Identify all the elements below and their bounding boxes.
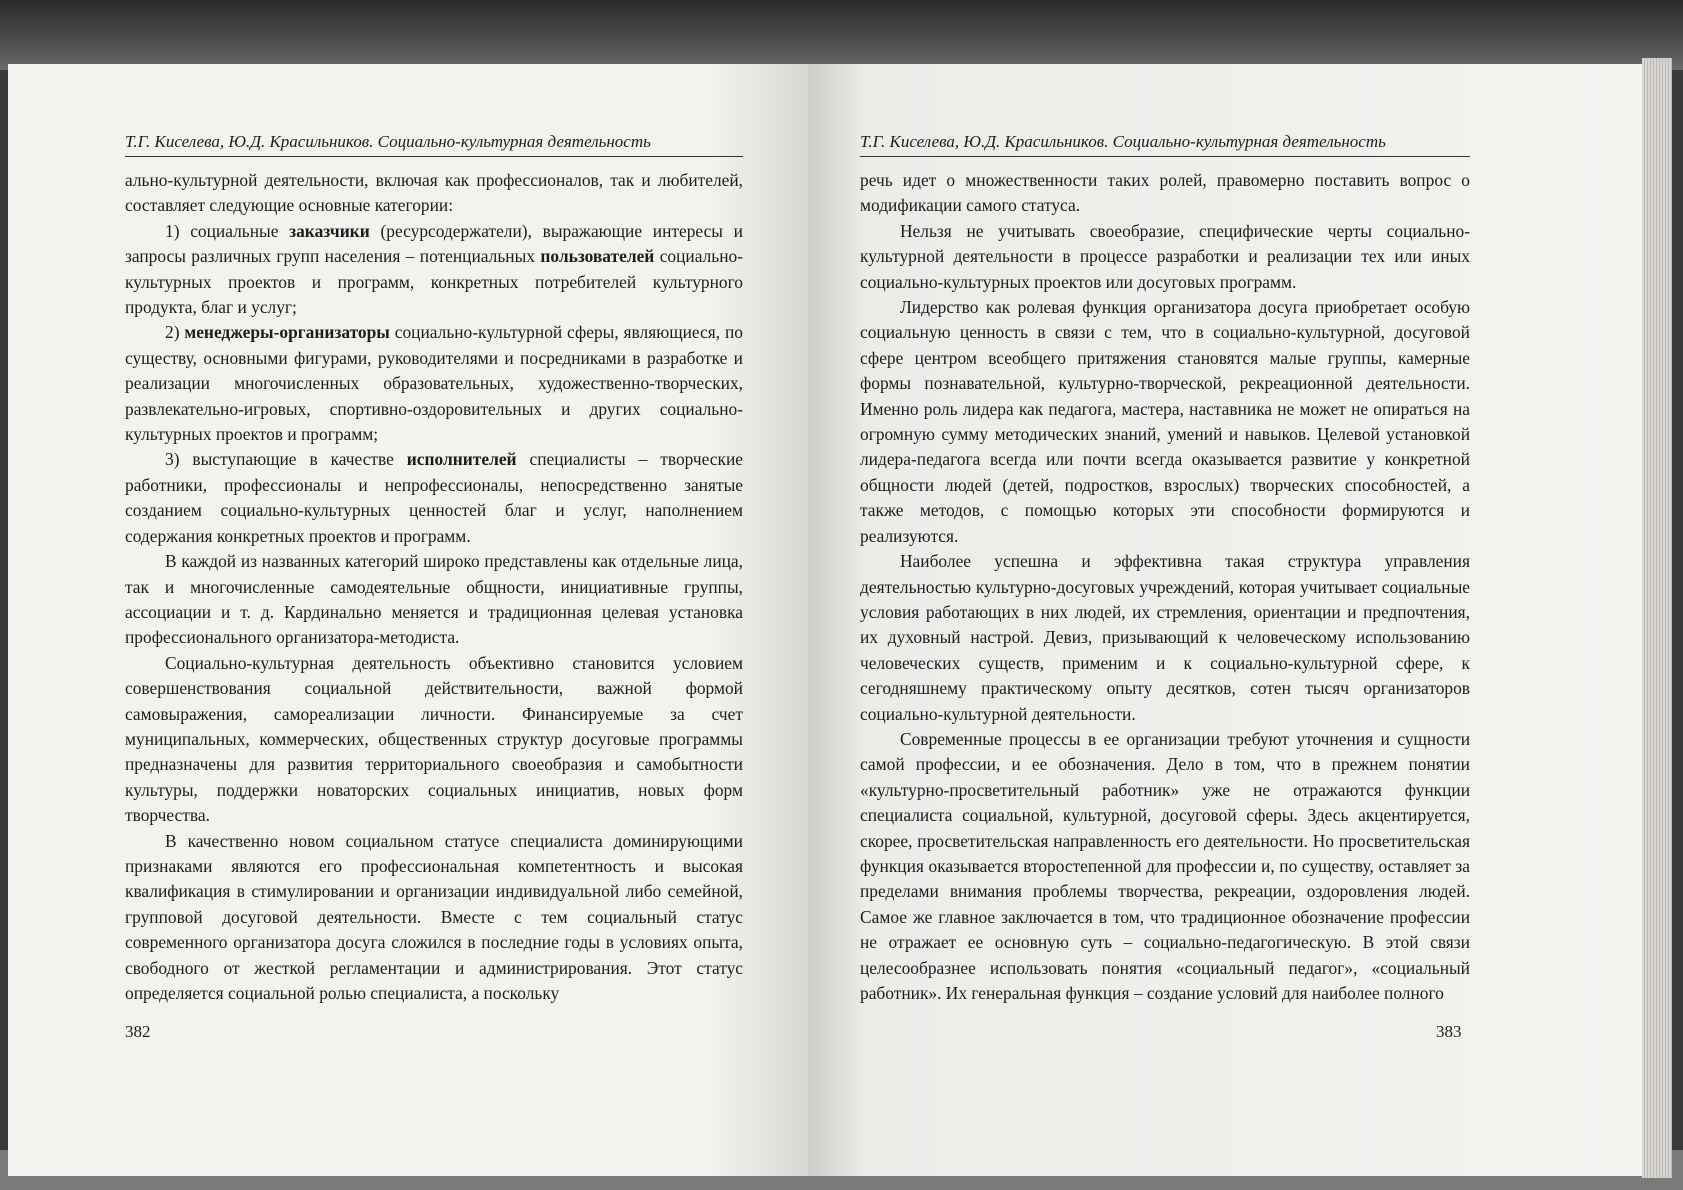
paragraph: В каждой из названных категорий широко представлены как отдельные лица, так и многочисленные самодеятельные общности, инициативные группы, ассоциации и т. д. Кардинально меняется и традиционная целевая установка профессионального организатора-методиста. <box>125 551 743 648</box>
right-page <box>808 64 1642 1176</box>
paragraph: 3) выступающие в качестве исполнителей специалисты – творческие работники, профессионалы и непрофессионалы, непосредственно занятые созданием социально-культурных ценностей благ и услуг, наполнением содержания конкретных проектов и программ. <box>125 449 743 546</box>
right-page-body <box>860 168 1470 1006</box>
paragraph: В качественно новом социальном статусе специалиста доминирующими признаками являются его профессиональная компетентность и высокая квалификация в стимулировании и организации индивидуальной либо семейной, групповой досуговой деятельности. Вместе с тем социальный статус современного организатора досуга сложился в последние годы в условиях опыта, свободного от жесткой регламентации и администрирования. Этот статус определяется социальной ролью специалиста, а поскольку <box>125 830 743 1003</box>
running-header-left: Т.Г. Киселева, Ю.Д. Красильников. Социально-культурная деятельность <box>125 132 743 157</box>
paragraph: Лидерство как ролевая функция организатора досуга приобретает особую социальную ценность в связи с тем, что в социально-культурной, досуговой сфере центром всеобщего притяжения становятся малые группы, камерные формы познавательной, культурно-творческой, рекреационной деятельности. Именно роль лидера как педагога, мастера, наставника не может не опираться на огромную сумму методических знаний, умений и навыков. Целевой установкой лидера-педагога всегда или почти всегда оказывается развитие у конкретной общности людей (детей, подростков, взрослых) творческих способностей, а также методов, с помощью которых эти способности формируются и реализуются. <box>860 297 1470 546</box>
left-page-body <box>125 168 743 1006</box>
paragraph: 1) социальные заказчики (ресурсодержатели), выражающие интересы и запросы различных групп населения – потенциальных пользователей социально-культурных проектов и программ, конкретных потребителей культурного продукта, благ и услуг; <box>125 220 743 318</box>
paragraph: Социально-культурная деятельность объективно становится условием совершенствования социальной действительности, важной формой самовыражения, самореализации личности. Финансируемые за счет муниципальных, коммерческих, общественных структур досуговые программы предназначены для развития территориального своеобразия и самобытности культуры, поддержки новаторских социальных инициатив, новых форм творчества. <box>125 652 743 826</box>
paragraph: речь идет о множественности таких ролей, правомерно поставить вопрос о модификации самого статуса. <box>860 170 1470 216</box>
book-page-edges <box>1642 58 1672 1178</box>
paragraph: Наиболее успешна и эффективна такая структура управления деятельностью культурно-досуговых учреждений, которая учитывает социальные условия работающих в них людей, их стремления, ориентации и предпочтения, их духовный настрой. Девиз, призывающий к человеческому использованию человеческих существ, применим и к социально-культурной сфере, к сегодняшнему практическому опыту десятков, сотен тысяч организаторов социально-культурной деятельности. <box>860 551 1470 724</box>
page-number-left: 382 <box>125 1022 151 1041</box>
paragraph: Современные процессы в ее организации требуют уточнения и сущности самой профессии, и ее обозначения. Дело в том, что в прежнем понятии «культурно-просветительный работник» уже не отражаются функции специалиста социальной, культурной, досуговой сферы. Здесь акцентируется, скорее, просветительская направленность его деятельности. Но просветительская функция оказывается второстепенной для профессии и, по существу, оставляет за пределами внимания проблемы творчества, рекреации, оздоровления людей. Самое же главное заключается в том, что традиционное обозначение профессии не отражает ее основную суть – социально-педагогическую. В этой связи целесообразнее использовать понятия «социальный педагог», «социальный работник». Их генеральная функция – создание условий для наиболее полного <box>860 728 1470 1003</box>
left-page <box>8 64 808 1176</box>
paragraph: 2) менеджеры-организаторы социально-культурной сферы, являющиеся, по существу, основными фигурами, руководителями и посредниками в разработке и реализации многочисленных образовательных, художественно-творческих, развлекательно-игровых, спортивно-оздоровительных и других социально-культурных проектов и программ; <box>125 322 743 445</box>
scan-background-top <box>0 0 1683 70</box>
paragraph: ально-культурной деятельности, включая как профессионалов, так и любителей, составляет следующие основные категории: <box>125 170 743 216</box>
running-header-right: Т.Г. Киселева, Ю.Д. Красильников. Социально-культурная деятельность <box>860 132 1470 157</box>
paragraph: Нельзя не учитывать своеобразие, специфические черты социально-культурной деятельности в процессе разработки и реализации тех или иных социально-культурных проектов или досуговых программ. <box>860 220 1470 292</box>
page-number-right: 383 <box>1436 1022 1462 1041</box>
